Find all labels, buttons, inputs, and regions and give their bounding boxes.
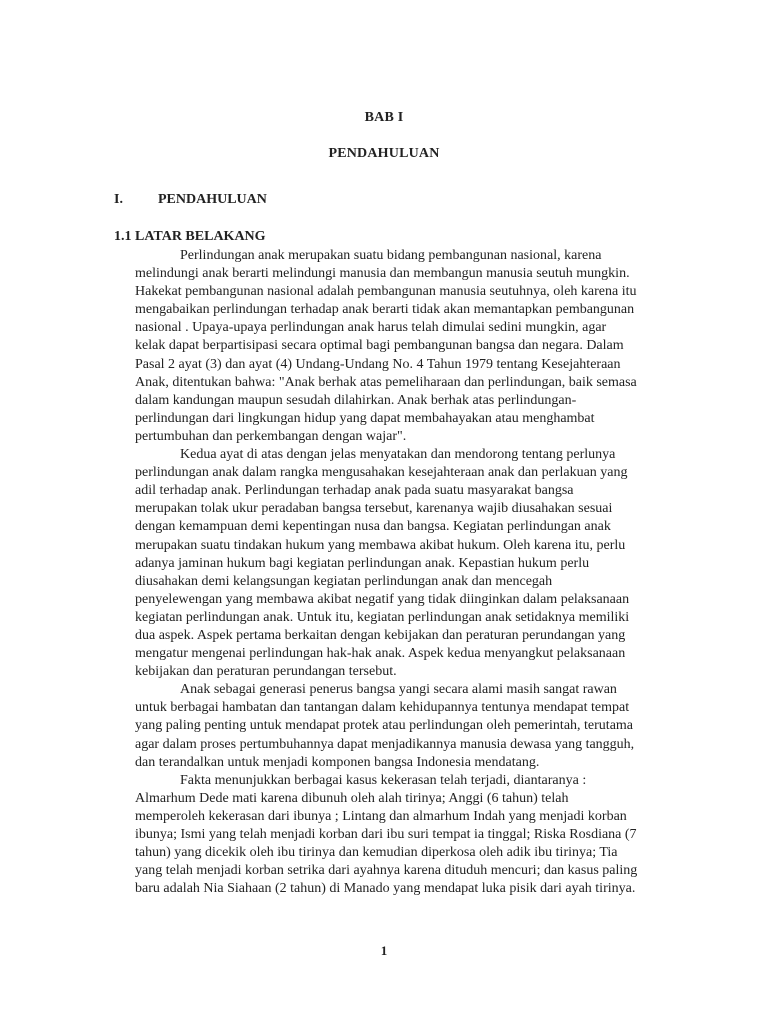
paragraph: Anak sebagai generasi penerus bangsa yangi secara alami masih sangat rawan untuk berbagai hambatan dan tantangan dalam kehidupannya tentunya mendapat tempat yang paling penting untuk mendapat protek atau perlindungan oleh pemerintah, terutama agar dalam proses pertumbuhannya dapat menjadikannya manusia dewasa yang tangguh, dan terandalkan untuk menjadi komponen bangsa Indonesia mendatang. [135, 682, 635, 770]
section-number: I. [114, 192, 123, 207]
paragraph: Perlindungan anak merupakan suatu bidang pembangunan nasional, karena melindungi anak berarti melindungi manusia dan membangun manusia seutuh mungkin. Hakekat pembangunan nasional adalah pembangunan manusia seutuhnya, oleh karena itu mengabaikan perlindungan terhadap anak berarti tidak akan memantapkan pembangunan nasional . Upaya-upaya perlindungan anak harus telah dimulai sedini mungkin, agar kelak dapat berpartisipasi secara optimal bagi pembangunan bangsa dan negara. Dalam Pasal 2 ayat (3) dan ayat (4) Undang-Undang No. 4 Tahun 1979 tentang Kesejahteraan Anak, ditentukan bahwa: "Anak berhak atas pemeliharaan dan perlindungan, baik semasa dalam kandungan maupun sesudah dilahirkan. Anak berhak atas perlindungan- perlindungan dari lingkungan hidup yang dapat membahayakan atau menghambat pertumbuhan dan perkembangan dengan wajar". [135, 248, 637, 444]
chapter-label: BAB I [364, 110, 404, 125]
paragraph: Fakta menunjukkan berbagai kasus kekerasan telah terjadi, diantaranya : Almarhum Dede mati karena dibunuh oleh alah tirinya; Anggi (6 tahun) telah memperoleh kekerasan dari ibunya ; Lintang dan almarhum Indah yang menjadi korban ibunya; Ismi yang telah menjadi korban dari ibu suri tempat ia tinggal; Riska Rosdiana (7 tahun) yang dicekik oleh ibu tirinya dan kemudian diperkosa oleh adik ibu tirinya; Tia yang telah menjadi korban setrika dari ayahnya karena dituduh mencuri; dan kasus paling baru adalah Nia Siahaan (2 tahun) di Manado yang mendapat luka pisik dari ayah tirinya. [135, 772, 638, 897]
page-number: 1 [380, 943, 388, 958]
subsection-heading: 1.1 LATAR BELAKANG [114, 229, 266, 244]
section-title: PENDAHULUAN [158, 192, 267, 207]
body-text [135, 247, 677, 898]
section-heading [114, 192, 267, 208]
chapter-title: PENDAHULUAN [328, 146, 440, 161]
paragraph: Kedua ayat di atas dengan jelas menyatakan dan mendorong tentang perlunya perlindungan anak dalam rangka mengusahakan kesejahteraan anak dan perlakuan yang adil terhadap anak. Perlindungan terhadap anak pada suatu masyarakat bangsa merupakan tolak ukur peradaban bangsa tersebut, karenanya wajib diusahakan sesuai dengan kemampuan demi kepentingan nusa dan bangsa. Kegiatan perlindungan anak merupakan suatu tindakan hukum yang membawa akibat hukum. Oleh karena itu, perlu adanya jaminan hukum bagi kegiatan perlindungan anak. Kepastian hukum perlu diusahakan demi kelangsungan kegiatan perlindungan anak dan mencegah penyelewengan yang membawa akibat negatif yang tidak diinginkan dalam pelaksanaan kegiatan perlindungan anak. Untuk itu, kegiatan perlindungan anak setidaknya memiliki dua aspek. Aspek pertama berkaitan dengan kebijakan dan peraturan perundangan yang mengatur mengenai perlindungan hak-hak anak. Aspek kedua menyangkut pelaksanaan kebijakan dan peraturan perundangan tersebut. [135, 447, 630, 680]
